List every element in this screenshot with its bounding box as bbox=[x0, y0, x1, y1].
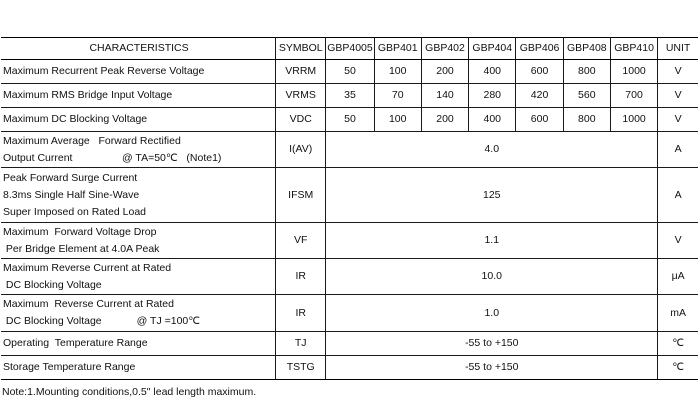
model-header: GBP4005 bbox=[326, 38, 374, 60]
value-cell: 280 bbox=[469, 84, 516, 108]
table-row bbox=[1, 60, 698, 84]
characteristic-cell bbox=[1, 356, 276, 380]
unit-cell: A bbox=[658, 132, 698, 168]
value-cell: 700 bbox=[610, 84, 657, 108]
table-row bbox=[1, 84, 698, 108]
table-row bbox=[1, 132, 698, 168]
model-header: GBP402 bbox=[421, 38, 468, 60]
symbol-cell: TSTG bbox=[276, 356, 326, 380]
characteristics-header: CHARACTERISTICS bbox=[1, 38, 276, 60]
characteristic-cell bbox=[1, 108, 276, 132]
table-row bbox=[1, 168, 698, 223]
value-cell: 1.1 bbox=[326, 223, 658, 259]
characteristic-text: Maximum Reverse Current at Rated bbox=[3, 298, 174, 310]
unit-cell: ℃ bbox=[658, 356, 698, 380]
characteristic-text: Peak Forward Surge Current bbox=[3, 171, 138, 184]
characteristic-text: Output Current @ TA=50℃ (Note1) bbox=[3, 151, 222, 164]
table-row bbox=[1, 223, 698, 259]
characteristic-text: Maximum Reverse Current at Rated bbox=[3, 261, 172, 274]
value-cell: 600 bbox=[516, 60, 563, 84]
model-header: GBP404 bbox=[469, 38, 516, 60]
footnote: Note:1.Mounting conditions,0.5" lead length maximum. bbox=[2, 386, 257, 398]
characteristic-cell bbox=[1, 168, 276, 223]
symbol-cell: IR bbox=[276, 295, 326, 332]
symbol-cell: TJ bbox=[276, 332, 326, 356]
unit-cell: mA bbox=[658, 295, 698, 332]
value-cell: 125 bbox=[326, 168, 658, 223]
characteristic-text: Super Imposed on Rated Load bbox=[3, 205, 147, 218]
value-cell: 400 bbox=[469, 60, 516, 84]
unit-cell: μA bbox=[658, 259, 698, 295]
symbol-cell: IFSM bbox=[276, 168, 326, 223]
unit-header: UNIT bbox=[658, 38, 698, 60]
table-header-row bbox=[1, 38, 698, 60]
characteristic-text: Maximum Average Forward Rectified bbox=[3, 134, 181, 147]
symbol-cell: IR bbox=[276, 259, 326, 295]
table-row bbox=[1, 356, 698, 380]
characteristic-text: Maximum RMS Bridge Input Voltage bbox=[3, 89, 173, 101]
characteristic-cell bbox=[1, 259, 276, 295]
characteristic-cell bbox=[1, 223, 276, 259]
value-cell: 100 bbox=[374, 108, 421, 132]
value-cell: 800 bbox=[563, 60, 610, 84]
value-cell: 1.0 bbox=[326, 295, 658, 332]
symbol-cell: I(AV) bbox=[276, 132, 326, 168]
value-cell: -55 to +150 bbox=[326, 356, 658, 380]
value-cell: 420 bbox=[516, 84, 563, 108]
characteristic-text: Maximum Recurrent Peak Reverse Voltage bbox=[3, 65, 205, 77]
characteristic-text: 8.3ms Single Half Sine-Wave bbox=[3, 188, 140, 201]
value-cell: 1000 bbox=[610, 108, 657, 132]
characteristic-cell bbox=[1, 332, 276, 356]
value-cell: 560 bbox=[563, 84, 610, 108]
unit-cell: ℃ bbox=[658, 332, 698, 356]
characteristic-text: DC Blocking Voltage @ TJ =100℃ bbox=[3, 315, 201, 327]
value-cell: 10.0 bbox=[326, 259, 658, 295]
unit-cell: V bbox=[658, 84, 698, 108]
characteristic-text: Maximum Forward Voltage Drop bbox=[3, 225, 157, 238]
value-cell: 600 bbox=[516, 108, 563, 132]
table-row bbox=[1, 295, 698, 332]
value-cell: 50 bbox=[326, 108, 374, 132]
symbol-header: SYMBOL bbox=[276, 38, 326, 60]
unit-cell: V bbox=[658, 60, 698, 84]
symbol-cell: VF bbox=[276, 223, 326, 259]
model-header: GBP410 bbox=[610, 38, 657, 60]
characteristic-cell bbox=[1, 132, 276, 168]
symbol-cell: VRMS bbox=[276, 84, 326, 108]
model-header: GBP408 bbox=[563, 38, 610, 60]
model-header: GBP406 bbox=[516, 38, 563, 60]
table-row bbox=[1, 108, 698, 132]
characteristic-cell bbox=[1, 84, 276, 108]
value-cell: 100 bbox=[374, 60, 421, 84]
symbol-cell: VDC bbox=[276, 108, 326, 132]
value-cell: 1000 bbox=[610, 60, 657, 84]
characteristic-text: DC Blocking Voltage bbox=[3, 278, 102, 291]
value-cell: 200 bbox=[421, 60, 468, 84]
value-cell: 4.0 bbox=[326, 132, 658, 168]
characteristic-cell bbox=[1, 295, 276, 332]
value-cell: 200 bbox=[421, 108, 468, 132]
value-cell: 50 bbox=[326, 60, 374, 84]
characteristic-text: Maximum DC Blocking Voltage bbox=[3, 113, 148, 125]
characteristic-text: Per Bridge Element at 4.0A Peak bbox=[3, 242, 160, 255]
value-cell: -55 to +150 bbox=[326, 332, 658, 356]
characteristic-text: Operating Temperature Range bbox=[3, 337, 148, 349]
unit-cell: V bbox=[658, 108, 698, 132]
unit-cell: A bbox=[658, 168, 698, 223]
characteristic-cell bbox=[1, 60, 276, 84]
unit-cell: V bbox=[658, 223, 698, 259]
symbol-cell: VRRM bbox=[276, 60, 326, 84]
model-header: GBP401 bbox=[374, 38, 421, 60]
value-cell: 400 bbox=[469, 108, 516, 132]
value-cell: 35 bbox=[326, 84, 374, 108]
value-cell: 70 bbox=[374, 84, 421, 108]
table-row bbox=[1, 332, 698, 356]
characteristics-table bbox=[1, 37, 698, 380]
value-cell: 140 bbox=[421, 84, 468, 108]
value-cell: 800 bbox=[563, 108, 610, 132]
table-row bbox=[1, 259, 698, 295]
characteristic-text: Storage Temperature Range bbox=[3, 361, 136, 373]
